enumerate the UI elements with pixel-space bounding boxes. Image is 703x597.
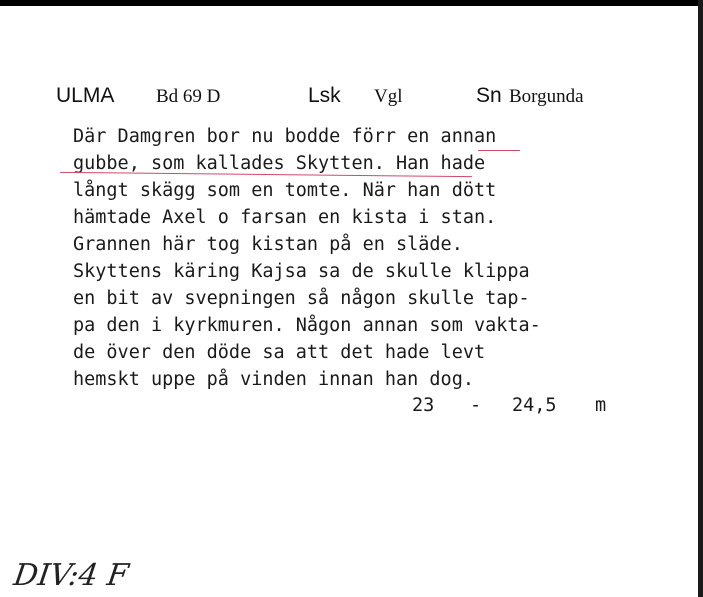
socken-label: Sn <box>476 84 502 107</box>
body-line: gubbe, som kallades Skytten. Han hade <box>73 153 486 174</box>
scan-right-border <box>698 0 703 597</box>
reference-unit: m <box>595 395 607 416</box>
card-header <box>0 84 698 114</box>
body-line: en bit av svepningen så någon skulle tap- <box>73 288 530 309</box>
socken-value: Borgunda <box>509 86 584 107</box>
archive-card <box>0 6 698 597</box>
reference-start: 23 <box>412 395 435 416</box>
handwritten-signature: DIV:4 F <box>11 558 131 593</box>
body-line: långt skägg som en tomte. När han dött <box>73 180 497 201</box>
body-line: de över den döde sa att det hade levt <box>73 342 486 363</box>
archive-name: ULMA <box>56 84 115 107</box>
body-line: Där Damgren bor nu bodde förr en annan <box>73 126 497 147</box>
pen-underline <box>478 150 520 151</box>
body-line: Grannen här tog kistan på en släde. <box>73 234 463 255</box>
landskap-value: Vgl <box>374 86 403 107</box>
body-line: hemskt uppe på vinden innan han dog. <box>73 369 474 390</box>
body-line: hämtade Axel o farsan en kista i stan. <box>73 207 497 228</box>
reference-separator: - <box>470 395 482 416</box>
reference-end: 24,5 <box>512 395 557 416</box>
body-line: pa den i kyrkmuren. Någon annan som vakta- <box>73 315 541 336</box>
landskap-label: Lsk <box>308 84 341 107</box>
body-line: Skyttens käring Kajsa sa de skulle klippa <box>73 261 530 282</box>
volume-number: Bd 69 D <box>156 86 221 107</box>
card-body-text <box>73 123 653 393</box>
